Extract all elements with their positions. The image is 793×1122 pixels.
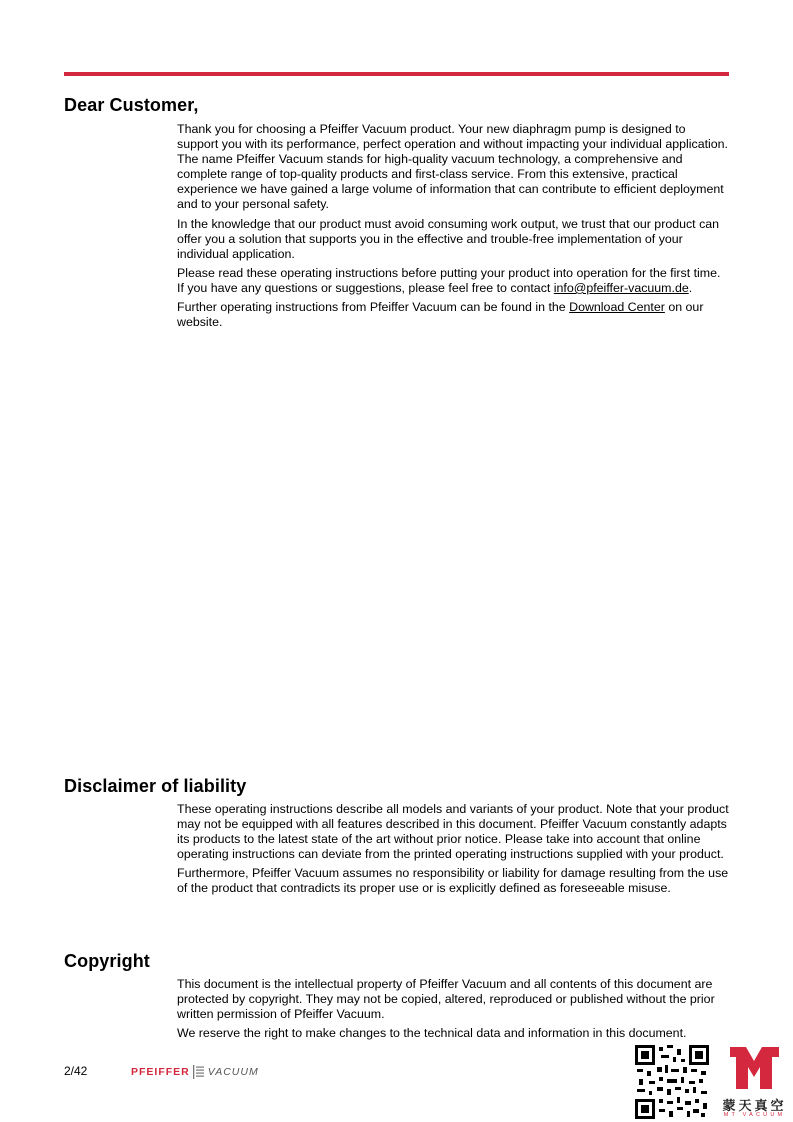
pfeiffer-vacuum-logo <box>131 1063 259 1081</box>
text: Please read these operating instructions before putting your product into operation for the first time. If you have any questions or suggestions, please feel free to contact <box>177 265 721 295</box>
dear-customer-body <box>177 122 730 334</box>
paragraph <box>177 300 730 330</box>
paragraph: Furthermore, Pfeiffer Vacuum assumes no responsibility or liability for damage resulting from the use of the product that contradicts its proper use or is explicitly defined as foreseeable misuse. <box>177 866 729 896</box>
paragraph: These operating instructions describe all models and variants of your product. Note that your product may not be equipped with all features described in this document. Pfeiffer Vacuum constantly adapts its products to the latest state of the art without prior notice. Please take into account that online operating instructions can deviate from the printed operating instructions supplied with your product. <box>177 802 729 862</box>
mt-vacuum-watermark <box>716 1045 793 1122</box>
text: Further operating instructions from Pfeiffer Vacuum can be found in the <box>177 300 570 315</box>
disclaimer-body <box>177 802 730 901</box>
mt-logo-icon <box>716 1045 793 1095</box>
email-link[interactable]: info@pfeiffer-vacuum.de <box>553 280 689 295</box>
logo-bars-icon <box>193 1065 205 1079</box>
watermark-sub: MT VACUUM <box>723 1112 786 1118</box>
heading-dear-customer: Dear Customer, <box>64 95 199 115</box>
logo-text-left: PFEIFFER <box>131 1066 190 1078</box>
paragraph: In the knowledge that our product must avoid consuming work output, we trust that our product can offer you a solution that supports you in the effective and trouble-free implementation of your individual application. <box>177 216 720 261</box>
paragraph: This document is the intellectual property of Pfeiffer Vacuum and all contents of this document are protected by copyright. They may not be copied, altered, reproduced or published without the prior written permission of Pfeiffer Vacuum. <box>177 977 715 1022</box>
qr-code-icon <box>635 1045 709 1119</box>
text: on our website. <box>177 300 704 330</box>
page-number: 2/42 <box>64 1064 88 1078</box>
heading-copyright: Copyright <box>64 951 150 971</box>
download-center-link[interactable]: Download Center <box>569 300 665 315</box>
watermark-chinese: 蒙天真空 <box>722 1098 787 1113</box>
logo-text-right: VACUUM <box>207 1066 259 1078</box>
page-footer <box>64 1063 294 1081</box>
copyright-body <box>177 977 730 1045</box>
paragraph: Thank you for choosing a Pfeiffer Vacuum product. Your new diaphragm pump is designed to support you with its performance, perfect operation and without impacting your individual application. The name Pfeiffer Vacuum stands for high-quality vacuum technology, a comprehensive and complete range of top-quality products and first-class service. From this extensive, practical experience we have gained a large volume of information that can contribute to efficient deployment and to your personal safety. <box>177 122 729 212</box>
text: . <box>688 280 693 295</box>
paragraph: We reserve the right to make changes to the technical data and information in this document. <box>177 1026 687 1041</box>
heading-disclaimer: Disclaimer of liability <box>64 776 247 796</box>
header-rule <box>64 72 729 76</box>
paragraph <box>177 266 730 296</box>
